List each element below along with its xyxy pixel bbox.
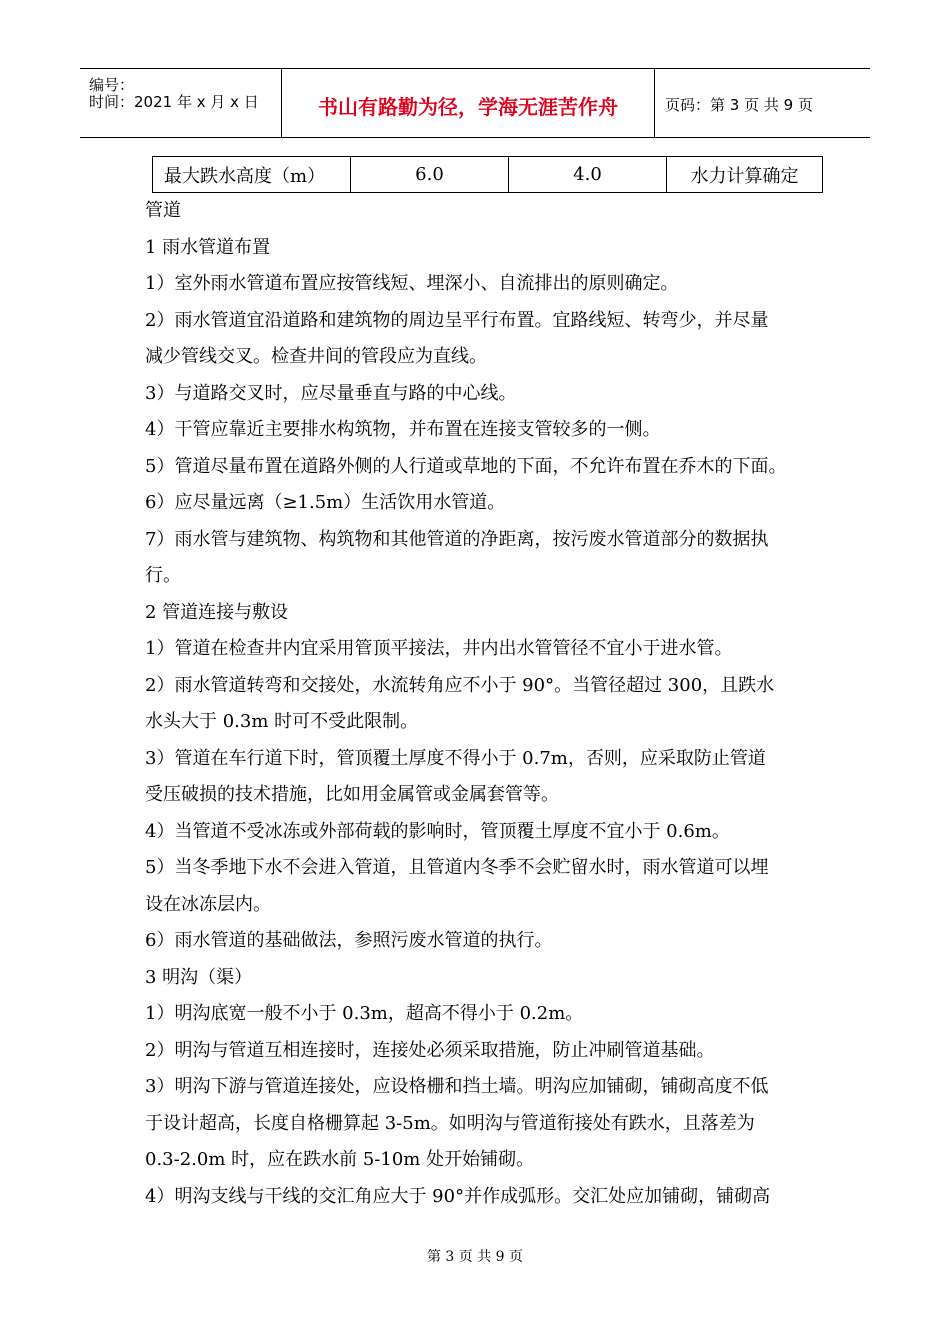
paragraph-line: 设在冰冻层内。	[145, 893, 271, 915]
paragraph-line: 5）当冬季地下水不会进入管道，且管道内冬季不会贮留水时，雨水管道可以埋	[145, 857, 769, 878]
paragraph-line: 2）明沟与管道互相连接时，连接处必须采取措施，防止冲刷管道基础。	[145, 1039, 715, 1061]
subsection-heading: 3 明沟（渠）	[145, 966, 253, 988]
page-header	[80, 68, 870, 138]
table-cell-parameter: 最大跌水高度（m）	[153, 157, 351, 193]
drop-height-table	[152, 156, 823, 193]
header-motto-cell	[282, 69, 655, 137]
paragraph-line: 3）明沟下游与管道连接处，应设格栅和挡土墙。明沟应加铺砌，铺砌高度不低	[145, 1076, 769, 1097]
header-page-number: 页码：第 3 页 共 9 页	[665, 96, 813, 114]
paragraph-line: 5）管道尽量布置在道路外侧的人行道或草地的下面，不允许布置在乔木的下面。	[145, 455, 787, 477]
paragraph-line: 于设计超高，长度自格栅算起 3-5m。如明沟与管道衔接处有跌水，且落差为	[145, 1112, 755, 1134]
table-cell-value-2: 4.0	[509, 157, 667, 193]
section-heading: 管道	[145, 200, 181, 221]
header-page-cell	[655, 69, 870, 137]
paragraph-line: 6）应尽量远离（≥1.5m）生活饮用水管道。	[145, 492, 506, 513]
table-row	[153, 157, 823, 193]
document-code-label: 编号：	[89, 76, 135, 94]
header-motto: 书山有路勤为径，学海无涯苦作舟	[318, 95, 618, 119]
paragraph-line: 3）与道路交叉时，应尽量垂直与路的中心线。	[145, 382, 517, 404]
paragraph-line: 2）雨水管道转弯和交接处，水流转角应不小于 90°。当管径超过 300，且跌水	[145, 674, 775, 696]
subsection-heading: 2 管道连接与敷设	[145, 601, 289, 623]
paragraph-line: 4）明沟支线与干线的交汇角应大于 90°并作成弧形。交汇处应加铺砌，铺砌高	[145, 1185, 771, 1207]
paragraph-line: 1）明沟底宽一般不小于 0.3m，超高不得小于 0.2m。	[145, 1003, 584, 1024]
paragraph-line: 7）雨水管与建筑物、构筑物和其他管道的净距离，按污废水管道部分的数据执	[145, 528, 769, 550]
paragraph-line: 4）当管道不受冰冻或外部荷载的影响时，管顶覆土厚度不宜小于 0.6m。	[145, 820, 730, 842]
document-body	[145, 193, 817, 1215]
document-date-label: 时间：2021 年 x 月 x 日	[89, 93, 259, 111]
paragraph-line: 4）干管应靠近主要排水构筑物，并布置在连接支管较多的一侧。	[145, 419, 661, 440]
paragraph-line: 0.3-2.0m 时，应在跌水前 5-10m 处开始铺砌。	[145, 1149, 535, 1170]
paragraph-line: 1）室外雨水管道布置应按管线短、埋深小、自流排出的原则确定。	[145, 273, 679, 294]
paragraph-line: 2）雨水管道宜沿道路和建筑物的周边呈平行布置。宜路线短、转弯少，并尽量	[145, 309, 769, 331]
paragraph-line: 6）雨水管道的基础做法，参照污废水管道的执行。	[145, 930, 553, 951]
subsection-heading: 1 雨水管道布置	[145, 236, 271, 258]
header-info-cell	[80, 69, 282, 137]
table-cell-value-1: 6.0	[351, 157, 509, 193]
paragraph-line: 水头大于 0.3m 时可不受此限制。	[145, 711, 419, 732]
paragraph-line: 受压破损的技术措施，比如用金属管或金属套管等。	[145, 784, 559, 805]
page-footer: 第 3 页 共 9 页	[426, 1249, 524, 1265]
paragraph-line: 减少管线交叉。检查井间的管段应为直线。	[145, 346, 487, 367]
paragraph-line: 1）管道在检查井内宜采用管顶平接法，井内出水管管径不宜小于进水管。	[145, 638, 733, 659]
paragraph-line: 3）管道在车行道下时，管顶覆土厚度不得小于 0.7m，否则，应采取防止管道	[145, 747, 766, 769]
paragraph-line: 行。	[145, 565, 181, 586]
table-cell-note: 水力计算确定	[667, 157, 823, 193]
